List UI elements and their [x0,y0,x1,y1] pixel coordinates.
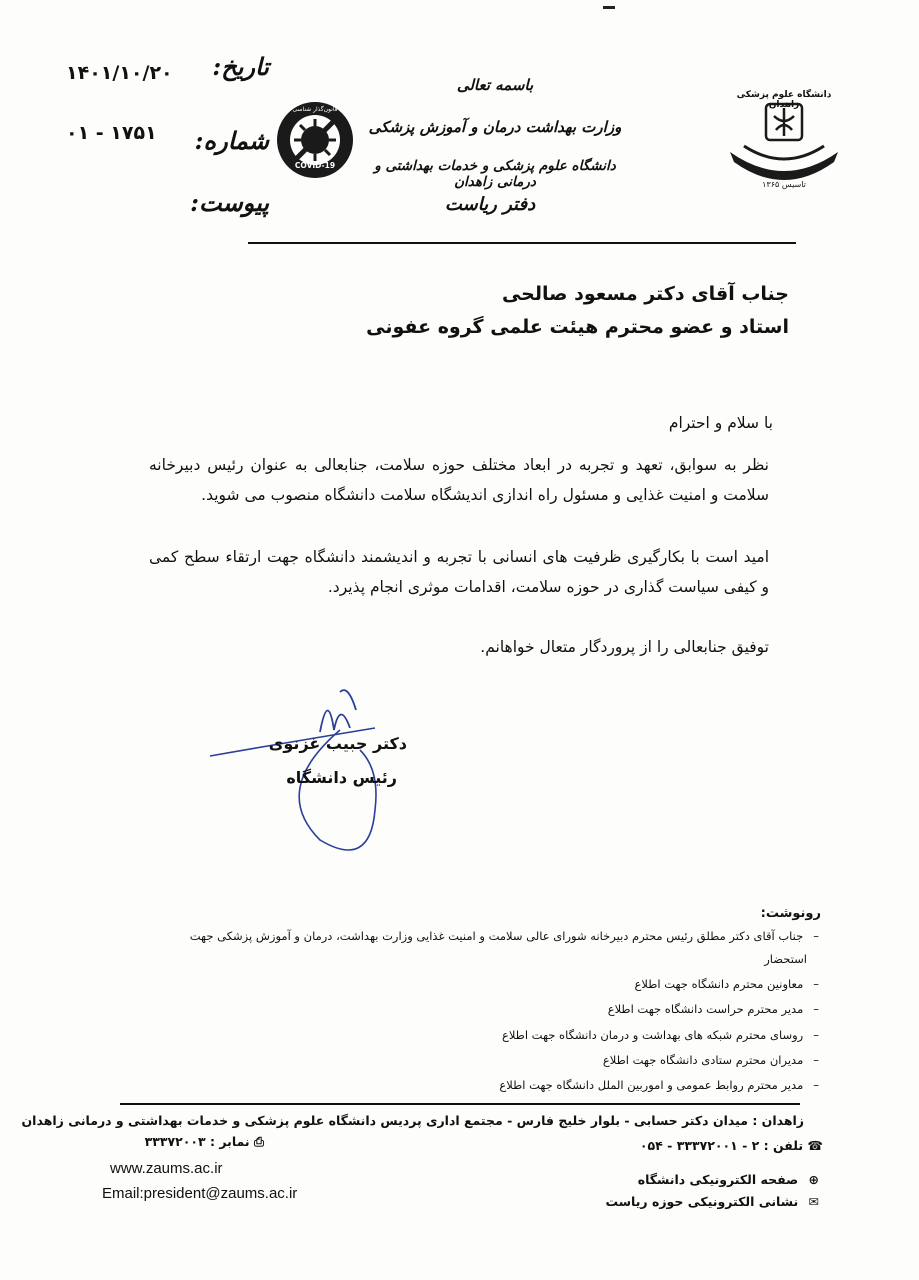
cc-item-text: روسای محترم شبکه های بهداشت و درمان دانشگاه جهت اطلاع [501,1028,804,1042]
cc-item-text: معاونین محترم دانشگاه جهت اطلاع [634,977,804,991]
cc-item-text: مدیر محترم روابط عمومی و اموربین الملل دانشگاه جهت اطلاع [499,1078,804,1092]
closing-line: توفیق جنابعالی را از پروردگار متعال خواهانم. [480,638,769,656]
signatory-name: دکتر حبیب غزنوی [268,734,407,753]
globe-icon: ⊕ [808,1172,819,1187]
body-paragraph-1: نظر به سوابق، تعهد و تجربه در ابعاد مختلف حوزه سلامت، جنابعالی به عنوان رئیس دبیرخانه سلامت و امنیت غذایی و مسئول راه اندازی اندیشگاه سلامت دانشگاه منصوب می شوید. [149,456,769,504]
number-label: شماره: [194,126,269,155]
header-divider [248,242,796,244]
body-paragraph-2: امید است با بکارگیری ظرفیت های انسانی با تجربه و اندیشمند دانشگاه جهت ارتقاء سطح کمی و کیفی سیاست گذاری در حوزه سلامت، اقدامات موثری انجام پذیرد. [149,548,769,596]
university-logo [722,90,846,194]
cc-item-text: مدیر محترم حراست دانشگاه جهت اطلاع [607,1002,804,1016]
footer-fax [145,1134,264,1150]
cc-item-text: مدیران محترم ستادی دانشگاه جهت اطلاع [602,1053,804,1067]
footer-fax-text: نمابر : ۳۳۳۷۲۰۰۳ [144,1134,250,1149]
cc-item: –جناب آقای دکتر مطلق رئیس محترم دبیرخانه شورای عالی سلامت و امنیت غذایی وزارت بهداشت، درمان و آموزش پزشکی جهت [189,929,819,943]
cc-item-continuation: استحضار [764,952,807,966]
phone-icon: ☎ [807,1138,823,1153]
footer-address: زاهدان : میدان دکتر حسابی - بلوار خلیج فارس - مجتمع اداری پردیس دانشگاه علوم پزشکی و خدمات بهداشتی و درمانی زاهدان [21,1113,804,1128]
logo-founded-text: تاسیس ۱۳۶۵ [762,180,806,189]
header-university: دانشگاه علوم پزشکی و خدمات بهداشتی و درمانی زاهدان [374,158,616,190]
footer-phone [640,1138,823,1153]
cc-item: –روسای محترم شبکه های بهداشت و درمان دانشگاه جهت اطلاع [501,1028,819,1042]
website-url: www.zaums.ac.ir [110,1160,223,1177]
date-label: تاریخ: [212,52,269,81]
footer-website-label-text: صفحه الکترونیکی دانشگاه [637,1172,799,1187]
header-ministry: وزارت بهداشت درمان و آموزش پزشکی [368,118,622,136]
fax-icon: ⎙ [253,1134,264,1149]
covid-badge [275,100,355,180]
cc-label: رونوشت: [760,906,821,921]
footer-divider [120,1103,800,1105]
footer-email-label [606,1194,819,1209]
footer-website-label [638,1172,819,1187]
email-address: Email:president@zaums.ac.ir [102,1185,298,1202]
covid-badge-top-text: قانون‌گذار شناسی [292,106,338,113]
number-value: ۰۱ - ۱۷۵۱ [66,122,157,144]
cc-item: –مدیران محترم ستادی دانشگاه جهت اطلاع [602,1053,819,1067]
cc-item: –مدیر محترم روابط عمومی و اموربین الملل دانشگاه جهت اطلاع [499,1078,819,1092]
footer-email-label-text: نشانی الکترونیکی حوزه ریاست [605,1194,799,1209]
top-edge-mark [603,6,615,9]
addressee-title: استاد و عضو محترم هیئت علمی گروه عفونی [366,316,789,338]
cc-item: –مدیر محترم حراست دانشگاه جهت اطلاع [607,1002,819,1016]
attachment-label: پیوست: [190,188,269,217]
header-basmala: باسمه تعالی [456,76,534,94]
footer-phone-text: تلفن : ۲ - ۳۳۳۷۲۰۰۱ - ۰۵۴ [639,1138,804,1153]
covid-badge-text: COVID-19 [294,161,336,170]
cc-item-text: جناب آقای دکتر مطلق رئیس محترم دبیرخانه شورای عالی سلامت و امنیت غذایی وزارت بهداشت، درمان و آموزش پزشکی جهت [189,929,804,943]
cc-item: –معاونین محترم دانشگاه جهت اطلاع [634,977,819,991]
email-icon: ✉ [808,1194,819,1209]
addressee-name: جناب آقای دکتر مسعود صالحی [501,283,789,305]
greeting: با سلام و احترام [668,414,773,432]
date-value: ۱۴۰۱/۱۰/۲۰ [66,62,173,84]
header-office: دفتر ریاست [444,194,536,215]
logo-university-name: دانشگاه علوم پزشکی زاهدان [736,90,832,110]
signatory-title: رئیس دانشگاه [286,768,397,787]
